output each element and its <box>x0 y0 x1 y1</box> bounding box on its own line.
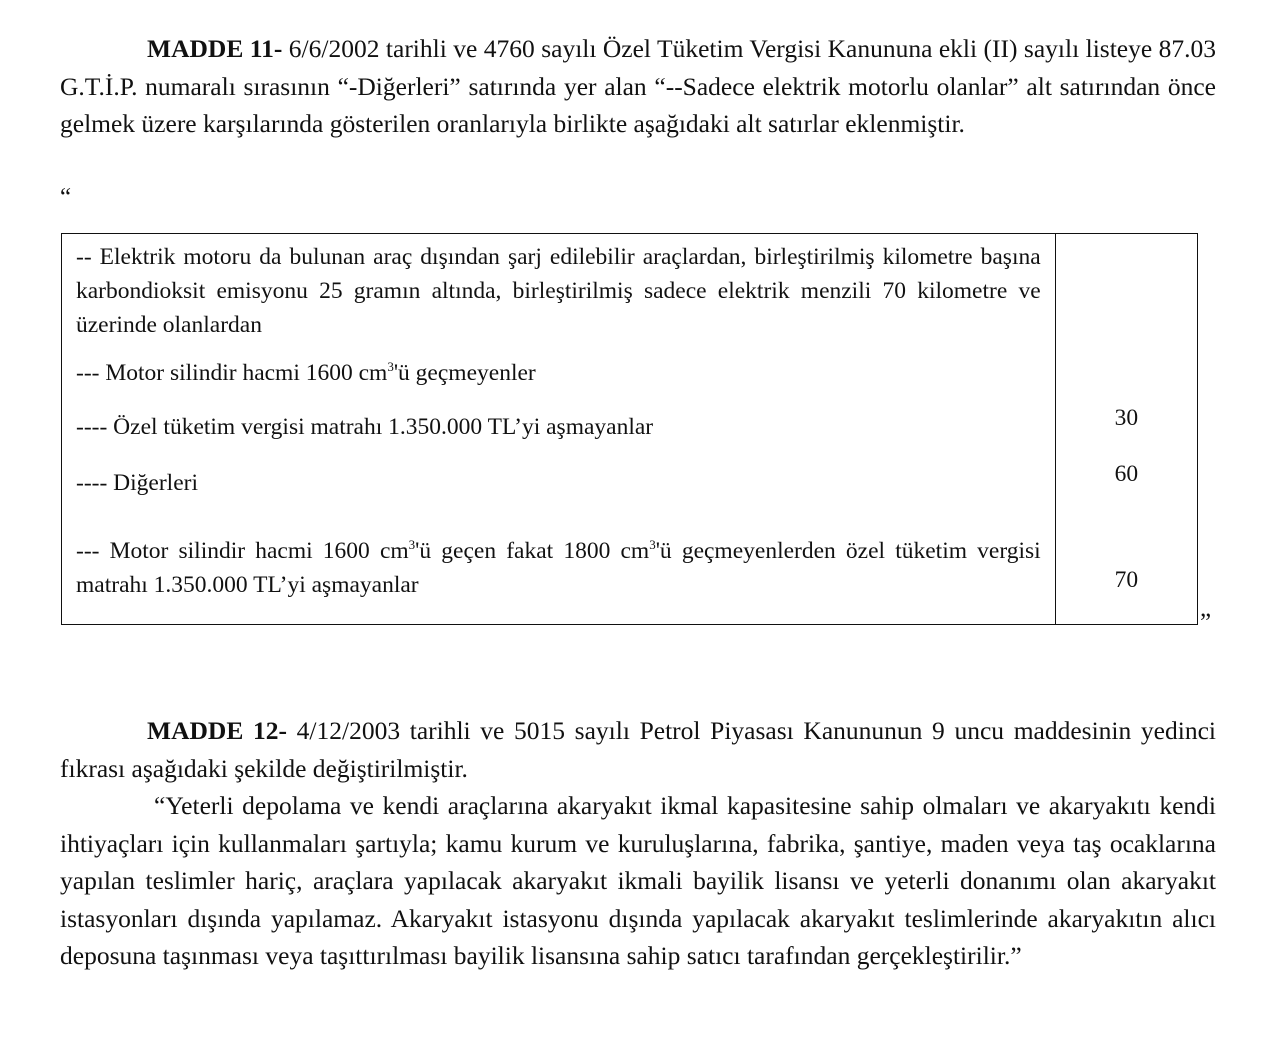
description-text: --- Motor silindir hacmi 1600 cm <box>76 359 388 386</box>
table-row <box>62 454 1198 510</box>
row-rate <box>1055 346 1197 398</box>
table-row <box>62 346 1198 398</box>
article-11-label: MADDE 11- <box>147 34 283 63</box>
row-rate: 60 <box>1114 460 1139 487</box>
description-text: --- Motor silindir hacmi 1600 cm <box>76 537 409 564</box>
article-11-paragraph <box>60 30 1216 143</box>
description-text: 'ü geçmeyenlerden özel tüketim vergisi matrahı 1.350.000 TL’yi aşmayanlar <box>76 537 1041 598</box>
row-description <box>62 346 1056 398</box>
article-12-quoted-paragraph: “Yeterli depolama ve kendi araçlarına akaryakıt ikmal kapasitesine sahip olmaları ve akaryakıtı kendi ihtiyaçları için kullanmaları şartıyla; kamu kurum ve kuruluşlarına, fabrika, şantiye, maden veya taş ocaklarına yapılan teslimler hariç, araçlara yapılacak akaryakıt ikmali bayilik lisansı ve yeterli donanımı olan akaryakıt istasyonları dışında yapılamaz. Akaryakıt istasyonu dışında yapılacak akaryakıt teslimlerinde akaryakıtın alıcı deposuna taşınması veya taşıttırılması bayilik lisansına sahip satıcı tarafından gerçekleştirilir.” <box>60 791 1216 970</box>
table-closing-quote: ” <box>1200 609 1212 636</box>
table-row <box>62 510 1198 625</box>
superscript: 3 <box>408 536 416 552</box>
table-row <box>62 234 1198 346</box>
tax-rate-table <box>61 233 1198 625</box>
row-description: ---- Diğerleri <box>62 454 1056 510</box>
row-rate: 30 <box>1114 404 1139 431</box>
table-opening-quote: “ <box>60 184 72 211</box>
superscript: 3 <box>649 536 656 552</box>
description-text: 'ü geçen fakat 1800 cm <box>415 537 650 564</box>
table-row <box>62 398 1198 454</box>
article-11-text: 6/6/2002 tarihli ve 4760 sayılı Özel Tüketim Vergisi Kanununa ekli (II) sayılı listeye 87.03 G.T.İ.P. numaralı sırasının “-Diğerleri” satırında yer alan “--Sadece elektrik motorlu olanlar” alt satırından önce gelmek üzere karşılarında gösterilen oranlarıyla birlikte aşağıdaki alt satırlar eklenmiştir. <box>60 34 1216 138</box>
description-text: 'ü geçmeyenler <box>393 359 536 386</box>
article-12-label: MADDE 12- <box>147 716 287 745</box>
row-rate: 70 <box>1114 566 1139 593</box>
superscript: 3 <box>387 358 394 374</box>
row-description: -- Elektrik motoru da bulunan araç dışından şarj edilebilir araçlardan, birleştirilmiş kilometre başına karbondioksit emisyonu 25 gramın altında, birleştirilmiş sadece elektrik menzili 70 kilometre ve üzerinde olanlardan <box>62 234 1056 346</box>
article-12-text: 4/12/2003 tarihli ve 5015 sayılı Petrol Piyasası Kanununun 9 uncu maddesinin yedinci fıkrası aşağıdaki şekilde değiştirilmiştir. <box>60 716 1216 783</box>
row-rate <box>1055 234 1197 346</box>
article-12-paragraph <box>60 712 1216 787</box>
row-description <box>62 510 1056 625</box>
row-description: ---- Özel tüketim vergisi matrahı 1.350.000 TL’yi aşmayanlar <box>62 398 1056 454</box>
